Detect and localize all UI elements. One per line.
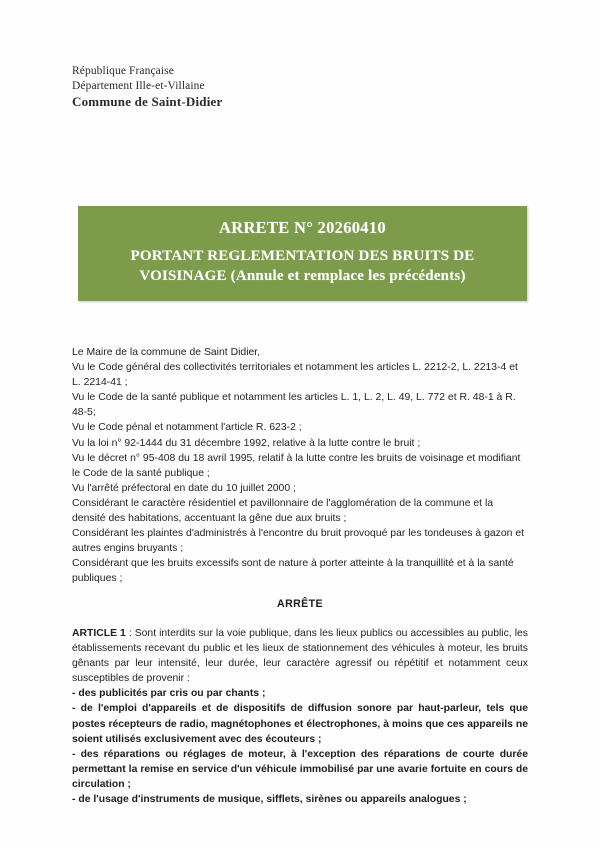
letterhead-republic: République Française <box>72 65 174 77</box>
letterhead-department: Département Ille-et-Villaine <box>72 79 205 92</box>
preamble-line: Vu le Code de la santé publique et notamment les articles L. 1, L. 2, L. 49, L. 772 et R. 48-1 à R. 48-5; <box>72 392 516 419</box>
preamble-line: Considérant le caractère résidentiel et pavillonnaire de l'agglomération de la commune et la densité des habitations, accentuant la gêne due aux bruits ; <box>72 497 494 525</box>
article-1-paragraph <box>72 626 528 686</box>
preamble-line: Considérant les plaintes d'administrés à l'encontre du bruit provoqué par les tondeuses à gazon et autres engins bruyants ; <box>72 528 525 555</box>
title-banner <box>78 206 527 301</box>
letterhead <box>72 64 223 110</box>
preamble-line: Considérant que les bruits excessifs sont de nature à porter atteinte à la tranquillité et à la santé publiques ; <box>72 558 514 585</box>
preamble-line: Le Maire de la commune de Saint Didier, <box>72 347 261 358</box>
letterhead-commune: Commune de Saint-Didier <box>72 94 223 109</box>
list-item: - des publicités par cris ou par chants ; <box>72 688 266 700</box>
article-1-block <box>72 626 528 807</box>
list-item: - de l'usage d'instruments de musique, sifflets, sirènes ou appareils analogues ; <box>72 794 467 806</box>
article-1-text: : Sont interdits sur la voie publique, dans les lieux publics ou accessibles au public, les établissements recevant du public et les lieux de stationnement des véhicules à moteur, les bruits gênants par leur intensité, leur durée, leur caractère agressif ou répétitif et notamment ceux susceptibles de provenir : <box>72 628 528 685</box>
preamble-line: Vu le Code pénal et notamment l'article R. 623-2 ; <box>72 422 302 434</box>
preamble-line: Vu le Code général des collectivités territoriales et notamment les articles L. 2212-2, L. 2213-4 et L. 2214-41 ; <box>72 362 518 389</box>
preamble-line: Vu le décret n° 95-408 du 18 avril 1995, relatif à la lutte contre les bruits de voisinage et modifiant le Code de la santé publique ; <box>72 452 521 479</box>
article-1-bullet-list <box>72 686 528 807</box>
preamble-line: Vu la loi n° 92-1444 du 31 décembre 1992, relative à la lutte contre le bruit ; <box>72 437 421 449</box>
arrete-heading: ARRÊTE <box>277 598 323 610</box>
list-item: - des réparations ou réglages de moteur, à l'exception des réparations de courte durée permettant la remise en service d'un véhicule immobilisé par une avarie fortuite en cours de circulation ; <box>72 748 528 790</box>
banner-arrete-number: ARRETE N° 20260410 <box>219 218 386 237</box>
list-item: - de l'emploi d'appareils et de dispositifs de diffusion sonore par haut-parleur, tels que postes récepteurs de radio, magnétophones et électrophones, à moins que ces appareils ne soient utilisés exclusivement avec des écouteurs ; <box>72 703 528 745</box>
preamble-line: Vu l'arrêté préfectoral en date du 10 juillet 2000 ; <box>72 482 296 494</box>
preamble-block <box>72 345 528 587</box>
article-1-label: ARTICLE 1 <box>72 628 126 639</box>
banner-subject: PORTANT REGLEMENTATION DES BRUITS DE VOISINAGE (Annule et remplace les précédents) <box>130 248 475 284</box>
